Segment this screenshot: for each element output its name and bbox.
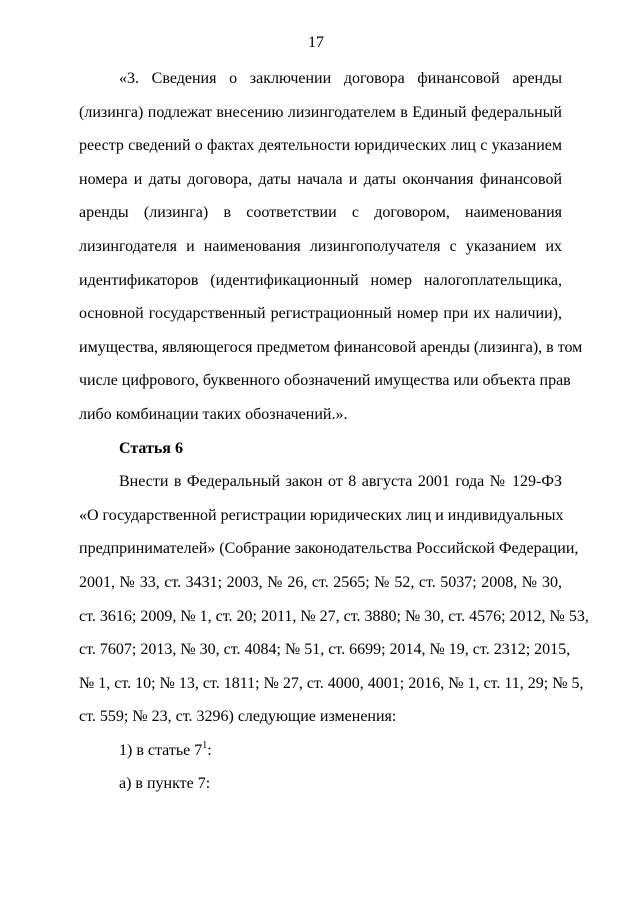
list-item-1: [79, 734, 562, 768]
text-line: лизингодателя и наименования лизингополучателя с указанием их: [79, 237, 562, 255]
paragraph-leasing-info: [79, 62, 583, 432]
article-heading: Статья 6: [119, 439, 183, 457]
text-line: реестр сведений о фактах деятельности юридических лиц с указанием: [79, 137, 562, 155]
document-body: [79, 62, 589, 801]
page-number: 17: [308, 34, 324, 51]
superscript-index: 1: [202, 739, 208, 751]
text-line: либо комбинации таких обозначений.».: [79, 405, 348, 423]
text-line: 2001, № 33, ст. 3431; 2003, № 26, ст. 2565; № 52, ст. 5037; 2008, № 30,: [79, 573, 562, 591]
text-line: числе цифрового, буквенного обозначений имущества или объекта прав: [79, 372, 571, 390]
text-line: основной государственный регистрационный номер при их наличии),: [79, 305, 562, 323]
list-item-1-text: 1) в статье 7: [119, 741, 203, 759]
text-line: Внести в Федеральный закон от 8 августа 2001 года № 129-ФЗ: [119, 473, 562, 491]
text-line: аренды (лизинга) в соответствии с договором, наименования: [79, 204, 562, 222]
text-line: идентификаторов (идентификационный номер налогоплательщика,: [79, 271, 562, 289]
text-line: ст. 559; № 23, ст. 3296) следующие изменения:: [79, 708, 397, 726]
list-item-1-suffix: :: [207, 741, 212, 759]
text-line: ст. 7607; 2013, № 30, ст. 4084; № 51, ст. 6699; 2014, № 19, ст. 2312; 2015,: [79, 641, 571, 659]
text-line: номера и даты договора, даты начала и даты окончания финансовой: [79, 170, 562, 188]
text-line: (лизинга) подлежат внесению лизингодателем в Единый федеральный: [79, 103, 562, 121]
paragraph-amendments: [79, 465, 589, 734]
text-line: «3. Сведения о заключении договора финансовой аренды: [119, 70, 562, 87]
text-line: «О государственной регистрации юридических лиц и индивидуальных: [79, 506, 564, 524]
text-line: № 1, ст. 10; № 13, ст. 1811; № 27, ст. 4000, 4001; 2016, № 1, ст. 11, 29; № 5,: [79, 674, 584, 692]
text-line: предпринимателей» (Собрание законодательства Российской Федерации,: [79, 540, 579, 558]
text-line: ст. 3616; 2009, № 1, ст. 20; 2011, № 27, ст. 3880; № 30, ст. 4576; 2012, № 53,: [79, 607, 589, 625]
text-line: имущества, являющегося предметом финансовой аренды (лизинга), в том: [79, 338, 583, 356]
list-item-a: а) в пункте 7:: [119, 775, 211, 793]
